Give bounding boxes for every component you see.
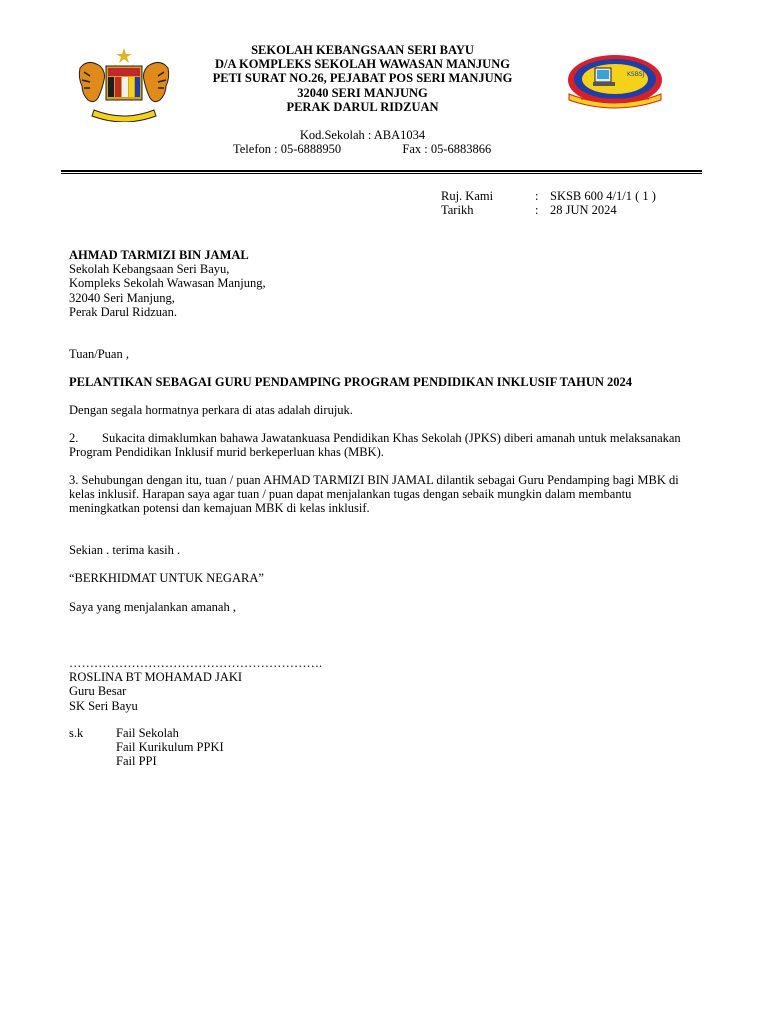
paragraph-3-line: kelas inklusif. Harapan saya agar tuan / puan dapat menjalankan tugas dengan sebaik mungkin dalam membantu (69, 487, 632, 502)
salutation: Tuan/Puan , (69, 347, 129, 361)
reference-value: SKSB 600 4/1/1 ( 1 ) (550, 189, 656, 203)
date-row (441, 203, 656, 217)
paragraph-3-line: meningkatkan potensi dan kemajuan MBK di kelas inklusif. (69, 501, 370, 516)
phone-number: Telefon : 05-6888950 (233, 142, 342, 157)
paragraph-2 (69, 431, 681, 459)
date-label: Tarikh (441, 203, 474, 218)
closing-remark: Sekian . terima kasih . (69, 543, 181, 557)
school-name: SEKOLAH KEBANGSAAN SERI BAYU (251, 43, 474, 57)
letter-subject: PELANTIKAN SEBAGAI GURU PENDAMPING PROGRAM PENDIDIKAN INKLUSIF TAHUN 2024 (69, 375, 632, 389)
paragraph-number: 2. (69, 431, 79, 445)
school-address-line: PETI SURAT NO.26, PEJABAT POS SERI MANJUNG (212, 71, 513, 86)
signatory-name: ROSLINA BT MOHAMAD JAKI (69, 670, 243, 685)
school-emblem-icon (565, 54, 665, 110)
signatory-school: SK Seri Bayu (69, 698, 138, 713)
recipient-address-line: Sekolah Kebangsaan Seri Bayu, (69, 262, 230, 277)
signature-block (69, 656, 322, 713)
header-divider (61, 170, 702, 172)
reference-block (441, 189, 656, 217)
reference-colon: : (535, 189, 539, 203)
paragraph-1: Dengan segala hormatnya perkara di atas adalah dirujuk. (69, 403, 353, 417)
date-value: 28 JUN 2024 (550, 203, 617, 218)
cc-item: Fail Sekolah (116, 726, 179, 740)
reference-label: Ruj. Kami (441, 189, 494, 203)
cc-item: Fail PPI (116, 754, 157, 769)
school-address-line: 32040 SERI MANJUNG (297, 85, 428, 100)
date-colon: : (535, 203, 539, 218)
recipient-address (69, 248, 266, 319)
school-address-line: PERAK DARUL RIDZUAN (286, 99, 439, 114)
paragraph-3-line: 3. Sehubungan dengan itu, tuan / puan AHMAD TARMIZI BIN JAMAL dilantik sebagai Guru Pendamping bagi MBK di (69, 473, 679, 487)
cc-label: s.k (69, 726, 84, 740)
paragraph-2-text: Sukacita dimaklumkan bahawa Jawatankuasa Pendidikan Khas Sekolah (JPKS) diberi amanah untuk melaksanakan (102, 431, 681, 445)
paragraph-3 (69, 473, 679, 516)
recipient-address-line: Perak Darul Ridzuan. (69, 304, 177, 319)
contact-numbers (160, 142, 565, 156)
signature-line: ……………………………………………………. (69, 656, 323, 670)
recipient-address-line: Kompleks Sekolah Wawasan Manjung, (69, 276, 266, 291)
school-contact-block (160, 128, 565, 156)
carbon-copy-list (69, 726, 224, 769)
svg-text:KSBSJ: KSBSJ (627, 71, 645, 78)
recipient-name: AHMAD TARMIZI BIN JAMAL (69, 248, 249, 262)
cc-item: Fail Kurikulum PPKI (116, 740, 224, 755)
fax-number: Fax : 05-6883866 (402, 142, 492, 157)
header-divider (61, 173, 702, 174)
signoff: Saya yang menjalankan amanah , (69, 600, 236, 614)
paragraph-2-line (69, 431, 681, 445)
school-code: Kod.Sekolah : ABA1034 (299, 128, 426, 142)
reference-row (441, 189, 656, 203)
recipient-address-line: 32040 Seri Manjung, (69, 290, 175, 305)
school-address-line: D/A KOMPLEKS SEKOLAH WAWASAN MANJUNG (215, 57, 510, 72)
school-letterhead (160, 43, 565, 114)
paragraph-2-line: Program Pendidikan Inklusif murid berkeperluan khas (MBK). (69, 445, 384, 460)
signatory-title: Guru Besar (69, 684, 127, 699)
motto: “BERKHIDMAT UNTUK NEGARA” (69, 571, 264, 585)
